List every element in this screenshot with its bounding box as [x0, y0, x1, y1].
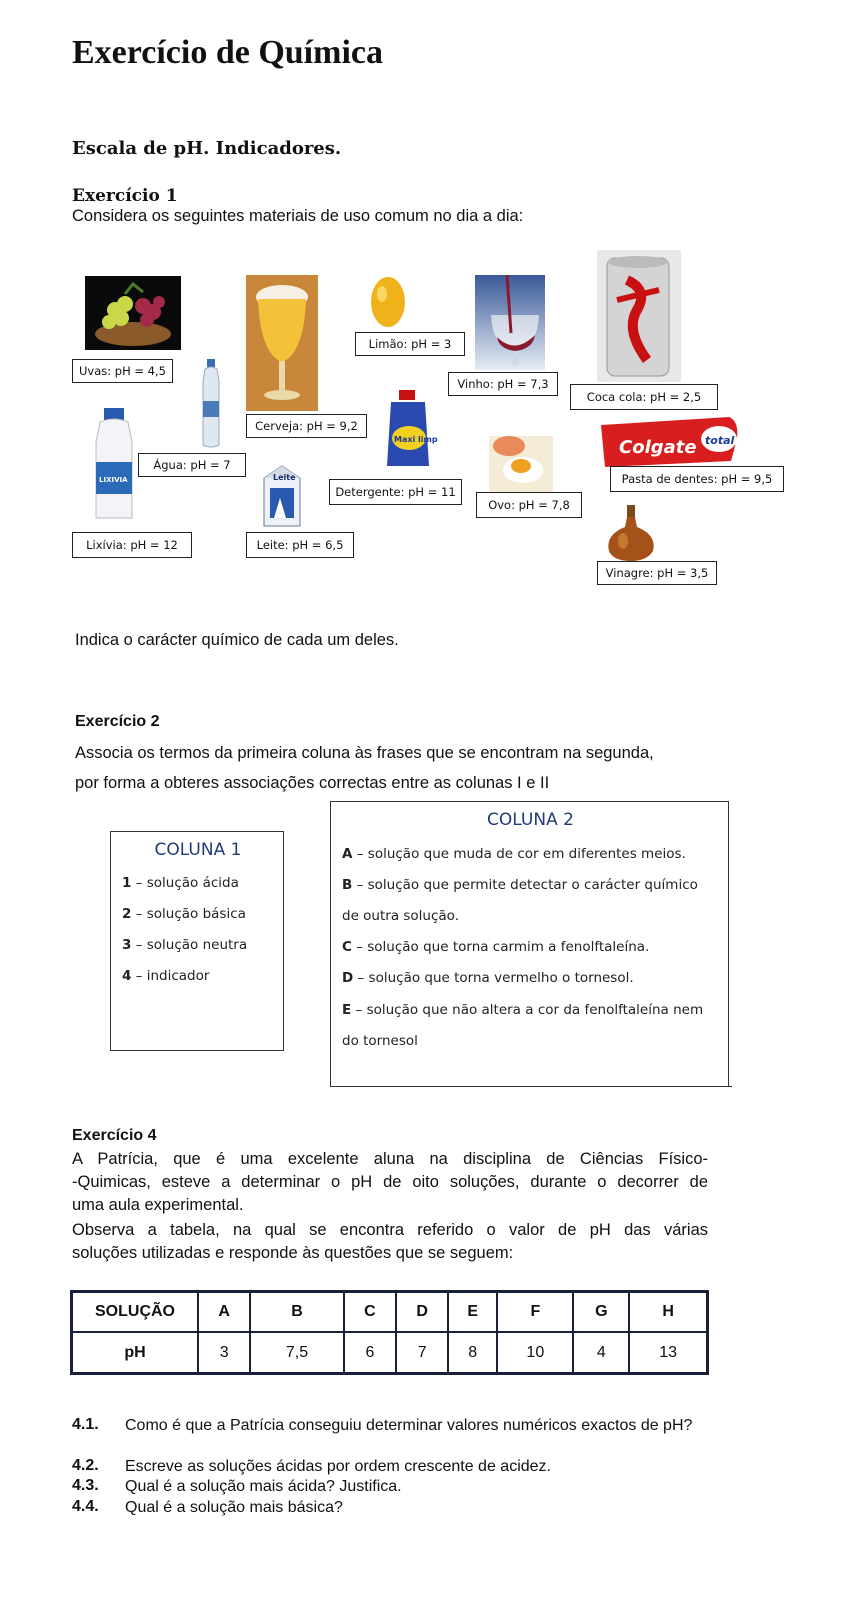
question-number: 4.1.: [72, 1416, 99, 1433]
exercise-2-title: Exercício 2: [75, 713, 160, 730]
coca-cola-can-image: [597, 250, 681, 382]
exercise-4-title: Exercício 4: [72, 1127, 157, 1144]
question-text: Como é que a Patrícia conseguiu determinar valores numéricos exactos de pH?: [125, 1417, 693, 1434]
milk-carton-image: [258, 464, 306, 528]
question-text: Qual é a solução mais ácida? Justifica.: [125, 1478, 402, 1495]
page-title: Exercício de Química: [72, 34, 383, 71]
vinegar-bottle-image: [603, 505, 659, 561]
column-2-box: [330, 801, 729, 1087]
exercise-1-title: Exercício 1: [72, 186, 178, 206]
exercise-4-line-1: A Patrícia, que é uma excelente aluna na disciplina de Ciências Físico-: [72, 1150, 708, 1168]
lixivia-brand-text: LIXIVIA: [99, 476, 128, 484]
ph-table-solution: G: [573, 1292, 629, 1333]
ph-table-value: 8: [448, 1332, 497, 1374]
question-number: 4.4.: [72, 1498, 99, 1515]
label-uvas: Uvas: pH = 4,5: [72, 359, 173, 383]
label-pasta-dentes: Pasta de dentes: pH = 9,5: [610, 466, 784, 492]
column-1-box: [110, 831, 284, 1051]
label-limao: Limão: pH = 3: [355, 332, 465, 356]
grapes-image: [85, 276, 181, 350]
ph-table-solution: D: [396, 1292, 448, 1333]
ph-table-solution: B: [250, 1292, 343, 1333]
exercise-4-line-5: soluções utilizadas e responde às questões que se seguem:: [72, 1244, 514, 1262]
ph-table-solution: C: [344, 1292, 396, 1333]
exercise-4-line-4: Observa a tabela, na qual se encontra referido o valor de pH das várias: [72, 1221, 708, 1239]
column-2-item: A – solução que muda de cor em diferentes meios.: [342, 846, 686, 862]
ph-table-value: 4: [573, 1332, 629, 1374]
label-cerveja: Cerveja: pH = 9,2: [246, 414, 367, 438]
question-number: 4.2.: [72, 1457, 99, 1474]
ph-table-header-row: [72, 1292, 708, 1333]
ph-table: [70, 1290, 709, 1375]
ph-table-value: 3: [198, 1332, 250, 1374]
column-2-item-cont: do tornesol: [342, 1033, 418, 1049]
detergent-bottle-image: [385, 390, 438, 470]
label-detergente: Detergente: pH = 11: [329, 479, 462, 505]
label-vinho: Vinho: pH = 7,3: [448, 372, 558, 396]
total-brand-text: total: [705, 434, 735, 447]
exercise-4-line-2: -Quimicas, esteve a determinar o pH de oito soluções, durante o decorrer de: [72, 1173, 708, 1191]
label-leite: Leite: pH = 6,5: [246, 532, 354, 558]
question-text: Escreve as soluções ácidas por ordem crescente de acidez.: [125, 1458, 551, 1475]
column-2-bottom-rule: [330, 1086, 732, 1087]
ph-table-solution: F: [497, 1292, 573, 1333]
column-1-item: 3 – solução neutra: [122, 937, 248, 953]
ph-table-solution: H: [629, 1292, 707, 1333]
ph-table-value: 10: [497, 1332, 573, 1374]
lixivia-bottle-image: [92, 408, 136, 522]
label-agua: Água: pH = 7: [138, 453, 246, 477]
column-1-heading: COLUNA 1: [154, 840, 242, 860]
lemon-image: [368, 274, 408, 330]
column-1-item: 2 – solução básica: [122, 906, 246, 922]
column-2-item: B – solução que permite detectar o carácter químico: [342, 877, 698, 893]
column-2-item-cont: de outra solução.: [342, 908, 459, 924]
exercise-1-intro: Considera os seguintes materiais de uso comum no dia a dia:: [72, 207, 524, 225]
column-2-item: E – solução que não altera a cor da fenolftaleína nem: [342, 1002, 704, 1018]
beer-glass-image: [246, 275, 318, 411]
colgate-brand-text: Colgate: [619, 437, 697, 458]
wine-glass-image: [475, 275, 545, 370]
column-2-item: D – solução que torna vermelho o tornesol.: [342, 970, 634, 986]
ph-table-value: 6: [344, 1332, 396, 1374]
water-bottle-image: [200, 359, 222, 449]
column-1-item: 1 – solução ácida: [122, 875, 239, 891]
label-lixivia: Lixívia: pH = 12: [72, 532, 192, 558]
ph-table-row-label: pH: [72, 1332, 199, 1374]
section-subtitle: Escala de pH. Indicadores.: [72, 138, 342, 159]
ph-table-value-row: [72, 1332, 708, 1374]
exercise-2-line-1: Associa os termos da primeira coluna às frases que se encontram na segunda,: [75, 744, 654, 762]
label-ovo: Ovo: pH = 7,8: [476, 492, 582, 518]
maxi-limp-brand-text: Maxi limp: [394, 435, 438, 444]
question-text: Qual é a solução mais básica?: [125, 1499, 343, 1516]
ph-table-solution: E: [448, 1292, 497, 1333]
ph-table-value: 7: [396, 1332, 448, 1374]
column-1-item: 4 – indicador: [122, 968, 210, 984]
ph-table-header-label: SOLUÇÃO: [72, 1292, 199, 1333]
label-coca-cola: Coca cola: pH = 2,5: [570, 384, 718, 410]
question-number: 4.3.: [72, 1477, 99, 1494]
colgate-toothpaste-image: [601, 417, 739, 467]
ph-table-value: 13: [629, 1332, 707, 1374]
column-2-heading: COLUNA 2: [487, 810, 574, 830]
column-2-item: C – solução que torna carmim a fenolftaleína.: [342, 939, 650, 955]
ph-table-value: 7,5: [250, 1332, 343, 1374]
ph-table-solution: A: [198, 1292, 250, 1333]
leite-brand-text: Leite: [273, 473, 296, 482]
exercise-1-question: Indica o carácter químico de cada um deles.: [75, 631, 399, 649]
exercise-2-line-2: por forma a obteres associações correctas entre as colunas I e II: [75, 774, 550, 792]
label-vinagre: Vinagre: pH = 3,5: [597, 561, 717, 585]
exercise-4-line-3: uma aula experimental.: [72, 1196, 244, 1214]
egg-image: [489, 436, 553, 492]
